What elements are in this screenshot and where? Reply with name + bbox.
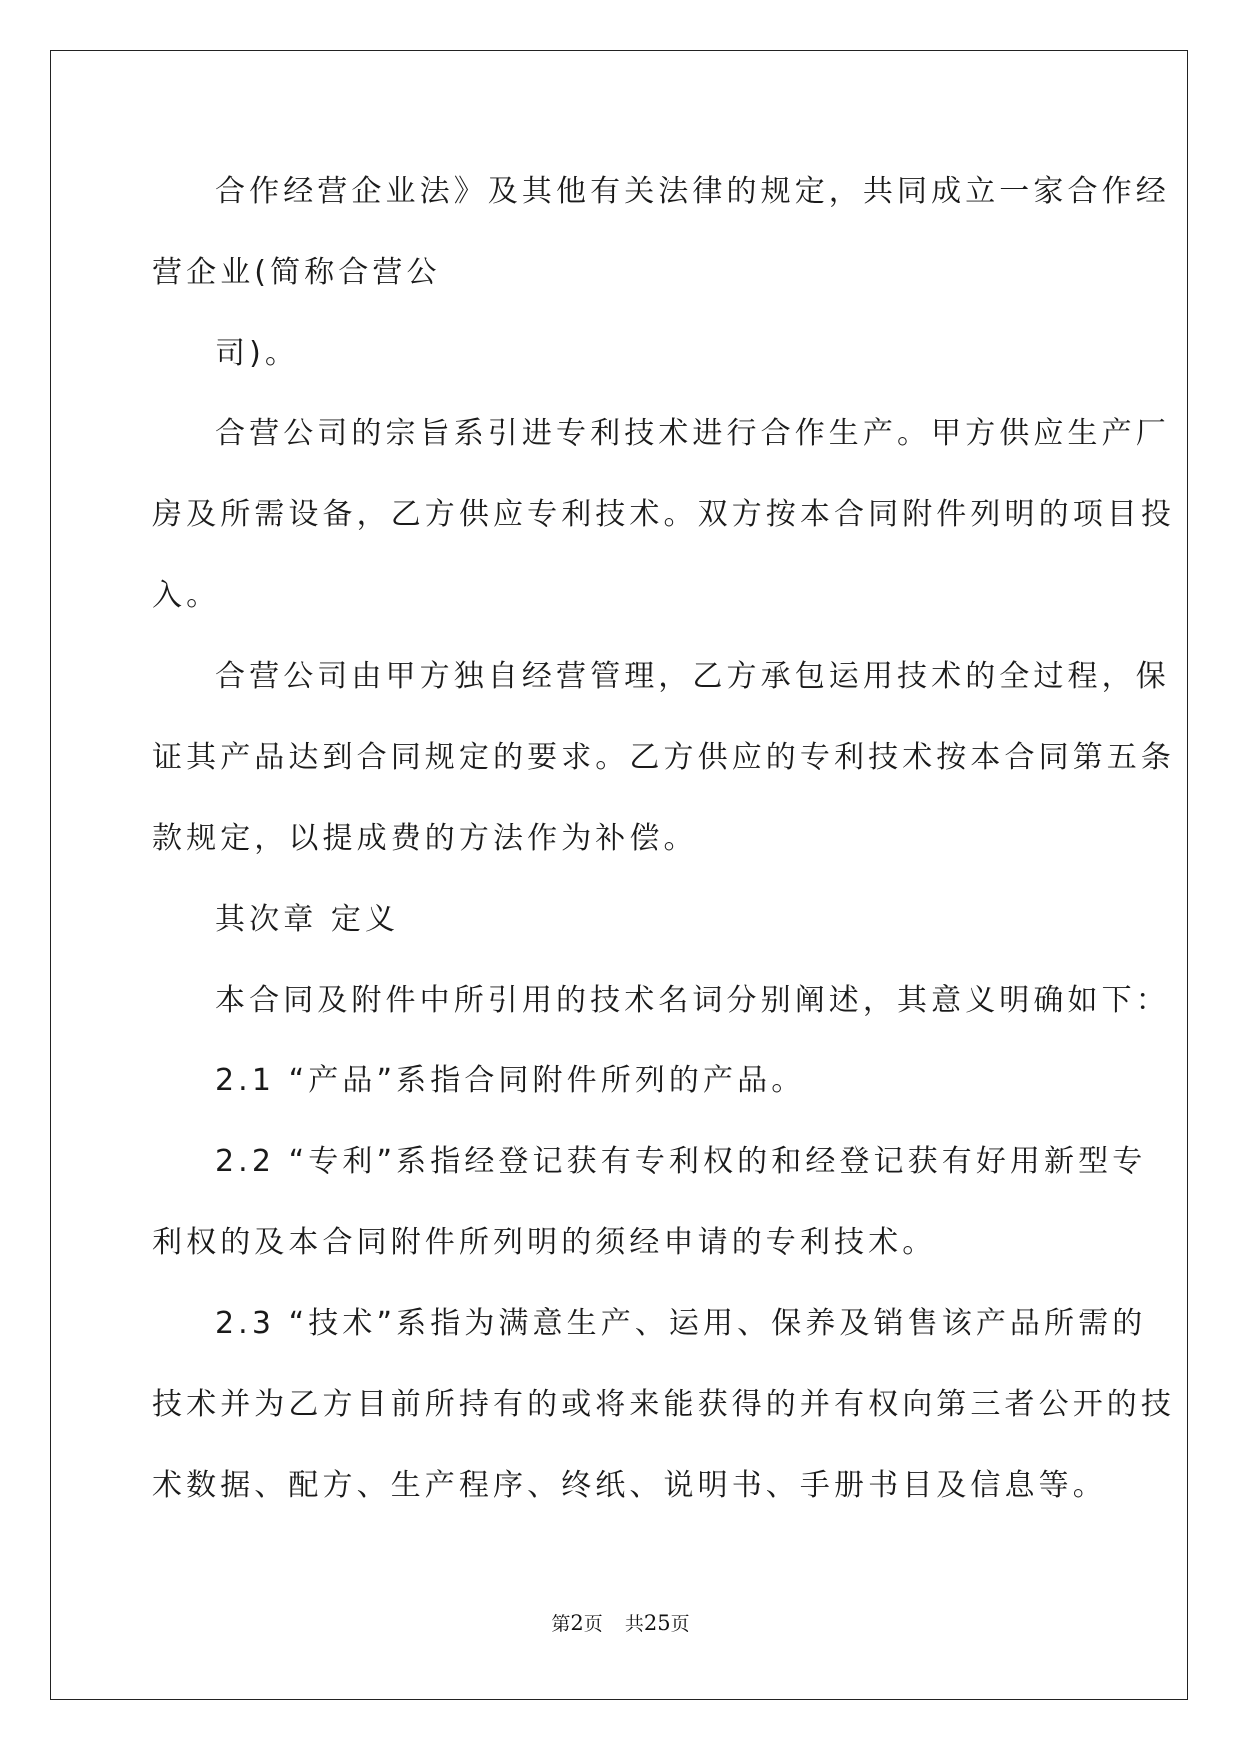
section-heading: 其次章 定义 <box>215 902 400 937</box>
total-suffix: 页 <box>670 1613 690 1635</box>
paragraph-line: 合营公司由甲方独自经营管理，乙方承包运用技术的全过程，保 <box>215 659 1170 694</box>
clause-line: 术数据、配方、生产程序、终纸、说明书、手册书目及信息等。 <box>152 1468 1107 1503</box>
clause-line: 2.3 “技术”系指为满意生产、运用、保养及销售该产品所需的 <box>215 1306 1147 1341</box>
clause-line: 利权的及本合同附件所列明的须经申请的专利技术。 <box>152 1225 937 1260</box>
page-border <box>50 50 1188 1700</box>
paragraph-line: 合作经营企业法》及其他有关法律的规定，共同成立一家合作经 <box>215 174 1170 209</box>
paragraph-line: 合营公司的宗旨系引进专利技术进行合作生产。甲方供应生产厂 <box>215 416 1170 451</box>
paragraph-line: 本合同及附件中所引用的技术名词分别阐述，其意义明确如下： <box>215 983 1170 1018</box>
total-pages: 25 <box>643 1611 671 1635</box>
total-prefix: 共 <box>624 1613 644 1635</box>
paragraph-line: 司)。 <box>215 336 300 371</box>
clause-line: 2.2 “专利”系指经登记获有专利权的和经登记获有好用新型专 <box>215 1144 1147 1179</box>
paragraph-line: 房及所需设备，乙方供应专利技术。双方按本合同附件列明的项目投 <box>152 497 1175 532</box>
clause-line: 2.1 “产品”系指合同附件所列的产品。 <box>215 1063 806 1098</box>
paragraph-line: 证其产品达到合同规定的要求。乙方供应的专利技术按本合同第五条 <box>152 740 1175 775</box>
paragraph-line: 营企业(简称合营公 <box>152 255 441 290</box>
paragraph-line: 入。 <box>152 578 221 613</box>
page-footer <box>0 1611 1241 1636</box>
page-prefix: 第 <box>551 1613 571 1635</box>
paragraph-line: 款规定，以提成费的方法作为补偿。 <box>152 821 698 856</box>
page-suffix: 页 <box>583 1613 603 1635</box>
page-number: 2 <box>570 1611 584 1635</box>
clause-line: 技术并为乙方目前所持有的或将来能获得的并有权向第三者公开的技 <box>152 1387 1175 1422</box>
